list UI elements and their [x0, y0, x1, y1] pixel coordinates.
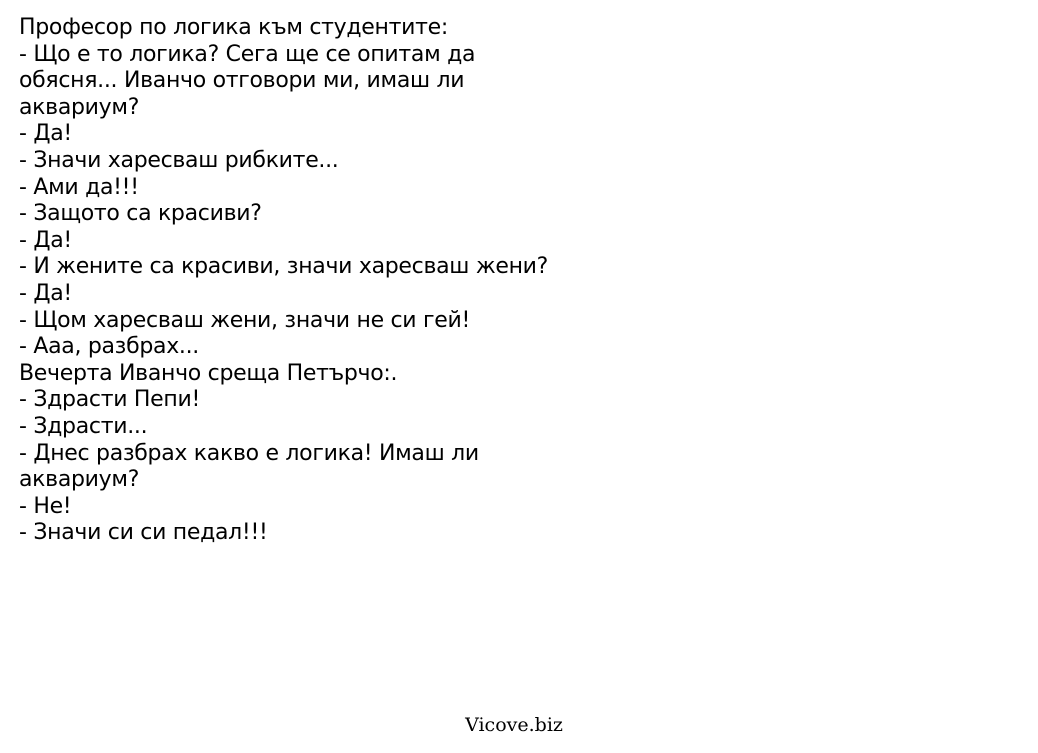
joke-line: аквариум? — [19, 467, 140, 493]
joke-line: - Да! — [19, 280, 72, 306]
joke-line: - Да! — [19, 121, 72, 147]
joke-line: - И жените са красиви, значи харесваш жени? — [19, 254, 549, 280]
joke-line: - Значи харесваш рибките... — [19, 147, 339, 173]
joke-line: Професор по логика към студентите: — [19, 15, 448, 40]
joke-line: - Ааа, разбрах... — [19, 334, 199, 360]
joke-line: - Ами да!!! — [19, 174, 139, 200]
joke-line: - Що е то логика? Сега ще се опитам да — [19, 41, 476, 67]
joke-line: - Здрасти... — [19, 413, 148, 439]
joke-text — [19, 15, 619, 547]
joke-line: - Значи си си педал!!! — [19, 520, 268, 546]
joke-line: аквариум? — [19, 94, 140, 120]
joke-line: обясня... Иванчо отговори ми, имаш ли — [19, 68, 465, 94]
joke-line: - Днес разбрах какво е логика! Имаш ли — [19, 440, 479, 466]
joke-line: - Щом харесваш жени, значи не си гей! — [19, 307, 470, 333]
site-watermark: Vicove.biz — [465, 714, 563, 736]
joke-line: - Не! — [19, 493, 72, 519]
joke-line: - Здрасти Пепи! — [19, 387, 200, 413]
joke-line: - Защото са красиви? — [19, 201, 262, 227]
joke-line: Вечерта Иванчо среща Петърчо:. — [19, 360, 398, 386]
joke-line: - Да! — [19, 227, 72, 253]
